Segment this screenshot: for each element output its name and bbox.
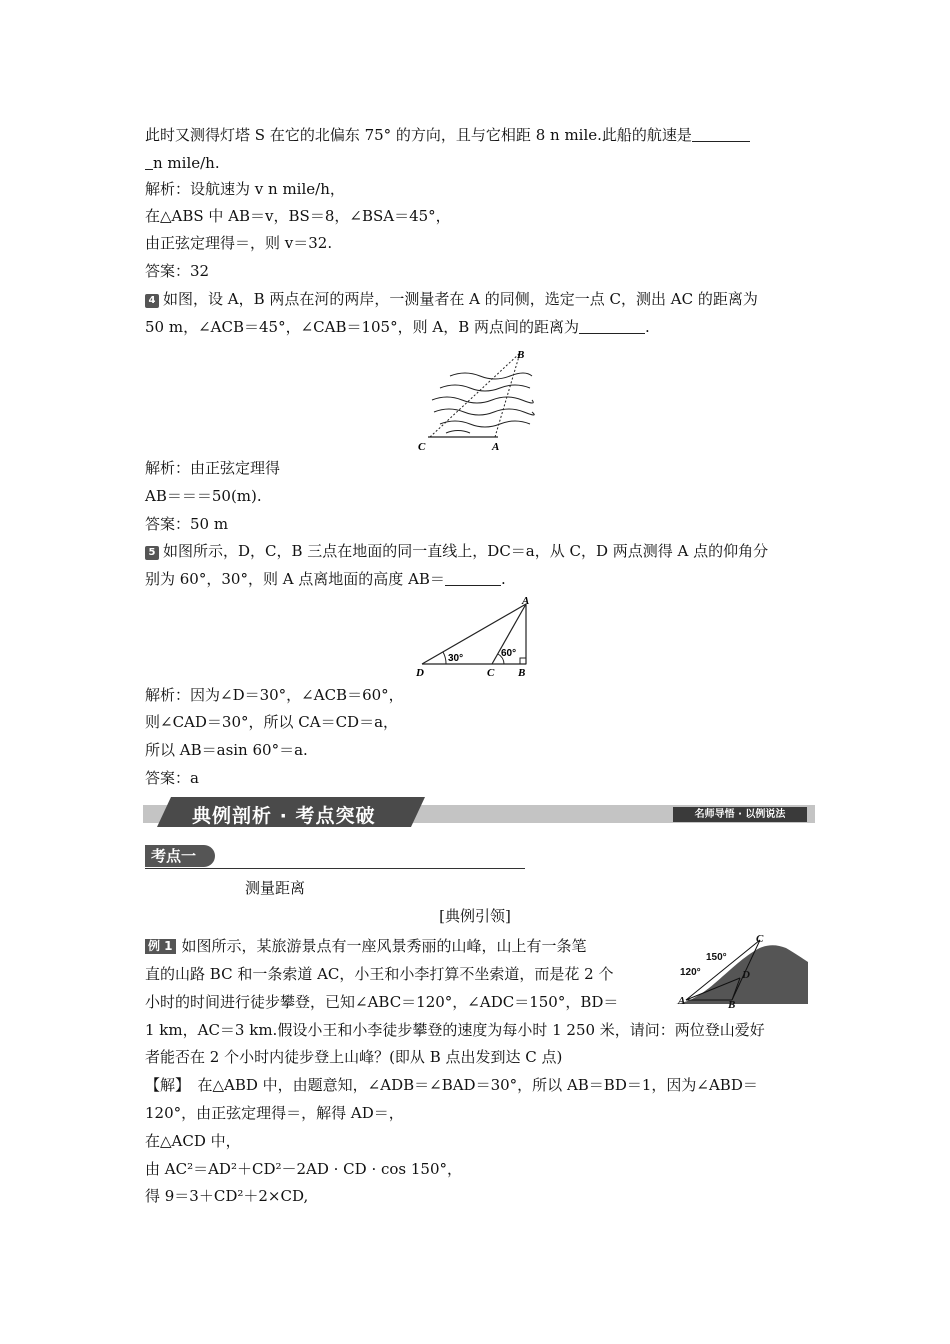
label-A: A	[678, 995, 686, 1007]
section-subtitle: [典例引领]	[439, 907, 511, 925]
problem-5	[145, 540, 768, 562]
text-line: 答案：32	[145, 262, 210, 280]
angle-label-150: 150°	[706, 952, 727, 963]
angle-label-D: 30°	[448, 653, 464, 664]
river-figure	[410, 344, 540, 456]
text-line: 在△ABS 中 AB＝v，BS＝8，∠BSA＝45°，	[145, 207, 451, 225]
label-C: C	[487, 667, 495, 679]
answer-blank	[579, 319, 645, 334]
text-line	[145, 152, 220, 174]
angle-label-C: 60°	[501, 648, 517, 659]
text-line: 解析：由正弦定理得	[145, 459, 281, 477]
text-line: 所以 AB＝asin 60°＝a.	[145, 741, 308, 759]
solution-line: 【解】 在△ABD 中，由题意知，∠ADB＝∠BAD＝30°，所以 AB＝BD＝1，因为∠ABD＝	[145, 1076, 758, 1094]
kaodian-rule	[145, 868, 525, 869]
solution-line: 得 9＝3＋CD²＋2×CD,	[145, 1187, 309, 1205]
problem-number-badge: 4	[145, 294, 159, 308]
answer-blank	[692, 127, 750, 142]
text-line: 50 m，∠ACB＝45°，∠CAB＝105°，则 A，B 两点间的距离为 .	[145, 318, 650, 336]
text-line: AB＝＝＝50(m).	[145, 487, 262, 505]
mountain-figure	[676, 928, 808, 1008]
text-line: 解析：因为∠D＝30°，∠ACB＝60°，	[145, 686, 404, 704]
elevation-triangle-figure	[412, 594, 540, 680]
banner-right-tag: 名师导悟 · 以例说法	[673, 807, 807, 822]
line-text: 如图，设 A，B 两点在河的两岸，一测量者在 A 的同侧，选定一点 C，测出 AC 的距离为	[163, 290, 758, 308]
solution-line: 由 AC²＝AD²＋CD²－2AD · CD · cos 150°，	[145, 1160, 463, 1178]
section-title: 测量距离	[245, 879, 306, 897]
river-waves	[432, 373, 534, 433]
text-line: 解析：设航速为 v n mile/h，	[145, 180, 345, 198]
line-text: n mile/h.	[153, 154, 220, 172]
text-line: 则∠CAD＝30°，所以 CA＝CD＝a，	[145, 713, 399, 731]
text-line: 答案：50 m	[145, 515, 229, 533]
line-text: 如图所示，某旅游景点有一座风景秀丽的山峰，山上有一条笔	[181, 937, 587, 955]
label-B: B	[518, 667, 526, 679]
label-B: B	[728, 999, 736, 1008]
angle-label-120: 120°	[680, 967, 701, 978]
segment-CB	[430, 353, 520, 437]
label-A: A	[522, 595, 530, 607]
label-C: C	[418, 441, 426, 453]
solution-line: 在△ACD 中，	[145, 1132, 241, 1150]
kaodian-badge: 考点一	[145, 845, 215, 867]
text-line: 答案：a	[145, 769, 199, 787]
text-line: 别为 60°，30°，则 A 点离地面的高度 AB＝ .	[145, 570, 506, 588]
line-text: 如图所示，D，C，B 三点在地面的同一直线上，DC＝a，从 C，D 两点测得 A 点的仰角分	[163, 542, 769, 560]
line-text: 此时又测得灯塔 S 在它的北偏东 75° 的方向，且与它相距 8 n mile.此船的航速是	[145, 126, 692, 144]
example-line: 1 km，AC＝3 km.假设小王和小李徒步攀登的速度为每小时 1 250 米，请问：两位登山爱好	[145, 1021, 765, 1039]
example-badge: 例 1	[145, 939, 176, 954]
problem-4	[145, 288, 758, 310]
right-angle-mark	[520, 658, 526, 664]
answer-blank	[445, 571, 501, 586]
example-line: 小时的时间进行徒步攀登，已知∠ABC＝120°，∠ADC＝150°，BD＝	[145, 993, 619, 1011]
solution-line: 120°，由正弦定理得＝，解得 AD＝，	[145, 1104, 404, 1122]
label-C: C	[756, 933, 764, 945]
problem-number-badge: 5	[145, 546, 159, 560]
text-line	[145, 124, 750, 146]
example-line: 者能否在 2 个小时内徒步登上山峰？(即从 B 点出发到达 C 点)	[145, 1048, 563, 1066]
example-line	[145, 935, 587, 957]
angle-arc-D	[443, 652, 446, 664]
label-A: A	[492, 441, 500, 453]
banner-title: 典例剖析 · 考点突破	[192, 805, 376, 827]
text-line: 由正弦定理得＝，则 v＝32.	[145, 234, 333, 252]
segment-AB	[495, 353, 520, 437]
line-text: 50 m，∠ACB＝45°，∠CAB＝105°，则 A，B 两点间的距离为	[145, 318, 579, 336]
line-text: 别为 60°，30°，则 A 点离地面的高度 AB＝	[145, 570, 445, 588]
example-line: 直的山路 BC 和一条索道 AC，小王和小李打算不坐索道，而是花 2 个	[145, 965, 614, 983]
label-B: B	[517, 349, 525, 361]
label-D: D	[416, 667, 424, 679]
answer-blank	[145, 155, 153, 170]
label-D: D	[742, 969, 750, 981]
